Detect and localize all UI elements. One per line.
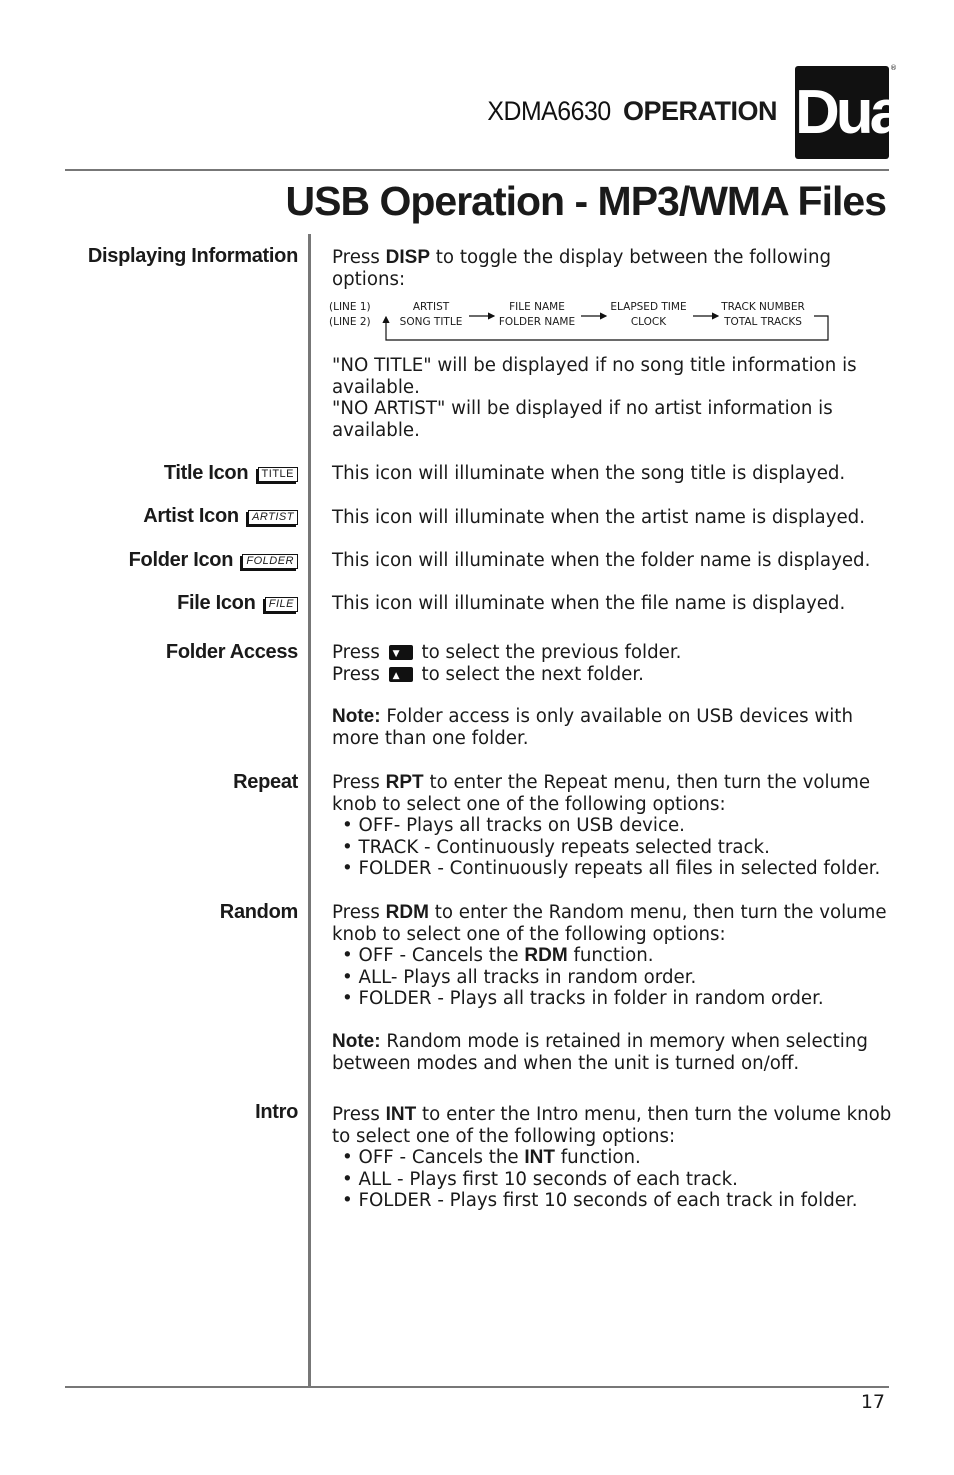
label-displaying-information: Displaying Information [87, 245, 298, 267]
diagram-line1: (LINE 1) [329, 301, 371, 313]
header-title [482, 96, 777, 127]
label-random: Random [219, 901, 298, 923]
artist-icon: ARTIST [248, 510, 298, 525]
diagram-step2-bottom: FOLDER NAME [498, 316, 576, 328]
no-title-artist-notes: "NO TITLE" will be displayed if no song title information is available. "NO ARTIST" will be displayed if no artist information is available. [332, 355, 857, 441]
header-section: OPERATION [622, 96, 777, 126]
intro-text: Press INT to enter the Intro menu, then turn the volume knob to select one of the following options: • OFF - Cancels the INT function. • ALL - Plays first 10 seconds of each track. • FOLDER - Plays first 10 seconds of each track in folder. [332, 1104, 892, 1212]
diagram-step3-bottom: CLOCK [630, 316, 667, 328]
column-divider [308, 234, 311, 1387]
folder-up-icon: ▲ [389, 667, 413, 682]
random-text: Press RDM to enter the Random menu, then turn the volume knob to select one of the following options: • OFF - Cancels the RDM function. • ALL- Plays all tracks in random order. • FOLDER - Plays all tracks in folder in random order. Note: Random mode is retained in memory when selecting between modes and when the unit is turned on/off. [332, 902, 887, 1074]
label-repeat: Repeat [233, 771, 298, 793]
rdm-key: RDM [385, 902, 429, 923]
folder-icon: FOLDER [242, 554, 298, 569]
diagram-step4-bottom: TOTAL TRACKS [724, 316, 802, 328]
repeat-text: Press RPT to enter the Repeat menu, then turn the volume knob to select one of the following options: • OFF- Plays all tracks on USB device. • TRACK - Continuously repeats selected track. • FOLDER - Continuously repeats all files in selected folder. [332, 772, 881, 880]
top-divider [65, 169, 889, 171]
int-key: INT [385, 1104, 417, 1125]
title-icon: TITLE [258, 467, 298, 482]
label-intro: Intro [255, 1101, 298, 1123]
file-icon-text: This icon will illuminate when the file name is displayed. [332, 593, 846, 614]
bottom-divider [65, 1386, 889, 1388]
label-artist-icon: Artist Icon ARTIST [143, 505, 298, 528]
disp-key: DISP [385, 247, 431, 268]
label-folder-access: Folder Access [165, 641, 298, 663]
dual-logo: Dual [795, 66, 889, 159]
diagram-step1-bottom: SONG TITLE [399, 316, 463, 328]
note-label: Note: [332, 1030, 381, 1052]
artist-icon-text: This icon will illuminate when the artist name is displayed. [332, 507, 865, 528]
return-arrow [386, 316, 828, 340]
folder-down-icon: ▼ [389, 645, 413, 660]
file-icon: FILE [265, 597, 298, 612]
diagram-arrows [326, 300, 836, 346]
diagram-line2: (LINE 2) [329, 316, 371, 328]
title-icon-text: This icon will illuminate when the song title is displayed. [332, 463, 846, 484]
model-name: XDMA6630 [487, 96, 611, 126]
rpt-key: RPT [385, 772, 424, 793]
page-title: USB Operation - MP3/WMA Files [285, 178, 886, 224]
folder-access-text: Press ▼ to select the previous folder. Press ▲ to select the next folder. Note: Folder access is only available on USB devices with more than one folder. [332, 642, 853, 749]
diagram-step3-top: ELAPSED TIME [610, 301, 687, 313]
diagram-step1-top: ARTIST [412, 301, 450, 313]
display-cycle-diagram [326, 300, 836, 346]
label-file-icon: File Icon FILE [177, 592, 298, 615]
diagram-step2-top: FILE NAME [509, 301, 565, 313]
page-number: 17 [860, 1391, 885, 1413]
label-folder-icon: Folder Icon FOLDER [129, 549, 298, 572]
diagram-step4-top: TRACK NUMBER [721, 301, 805, 313]
displaying-information-intro: Press DISP to toggle the display between the following options: [332, 247, 832, 290]
label-title-icon: Title Icon TITLE [164, 462, 298, 485]
note-label: Note: [332, 706, 381, 728]
folder-icon-text: This icon will illuminate when the folder name is displayed. [332, 550, 871, 571]
registered-mark: ® [890, 64, 897, 72]
